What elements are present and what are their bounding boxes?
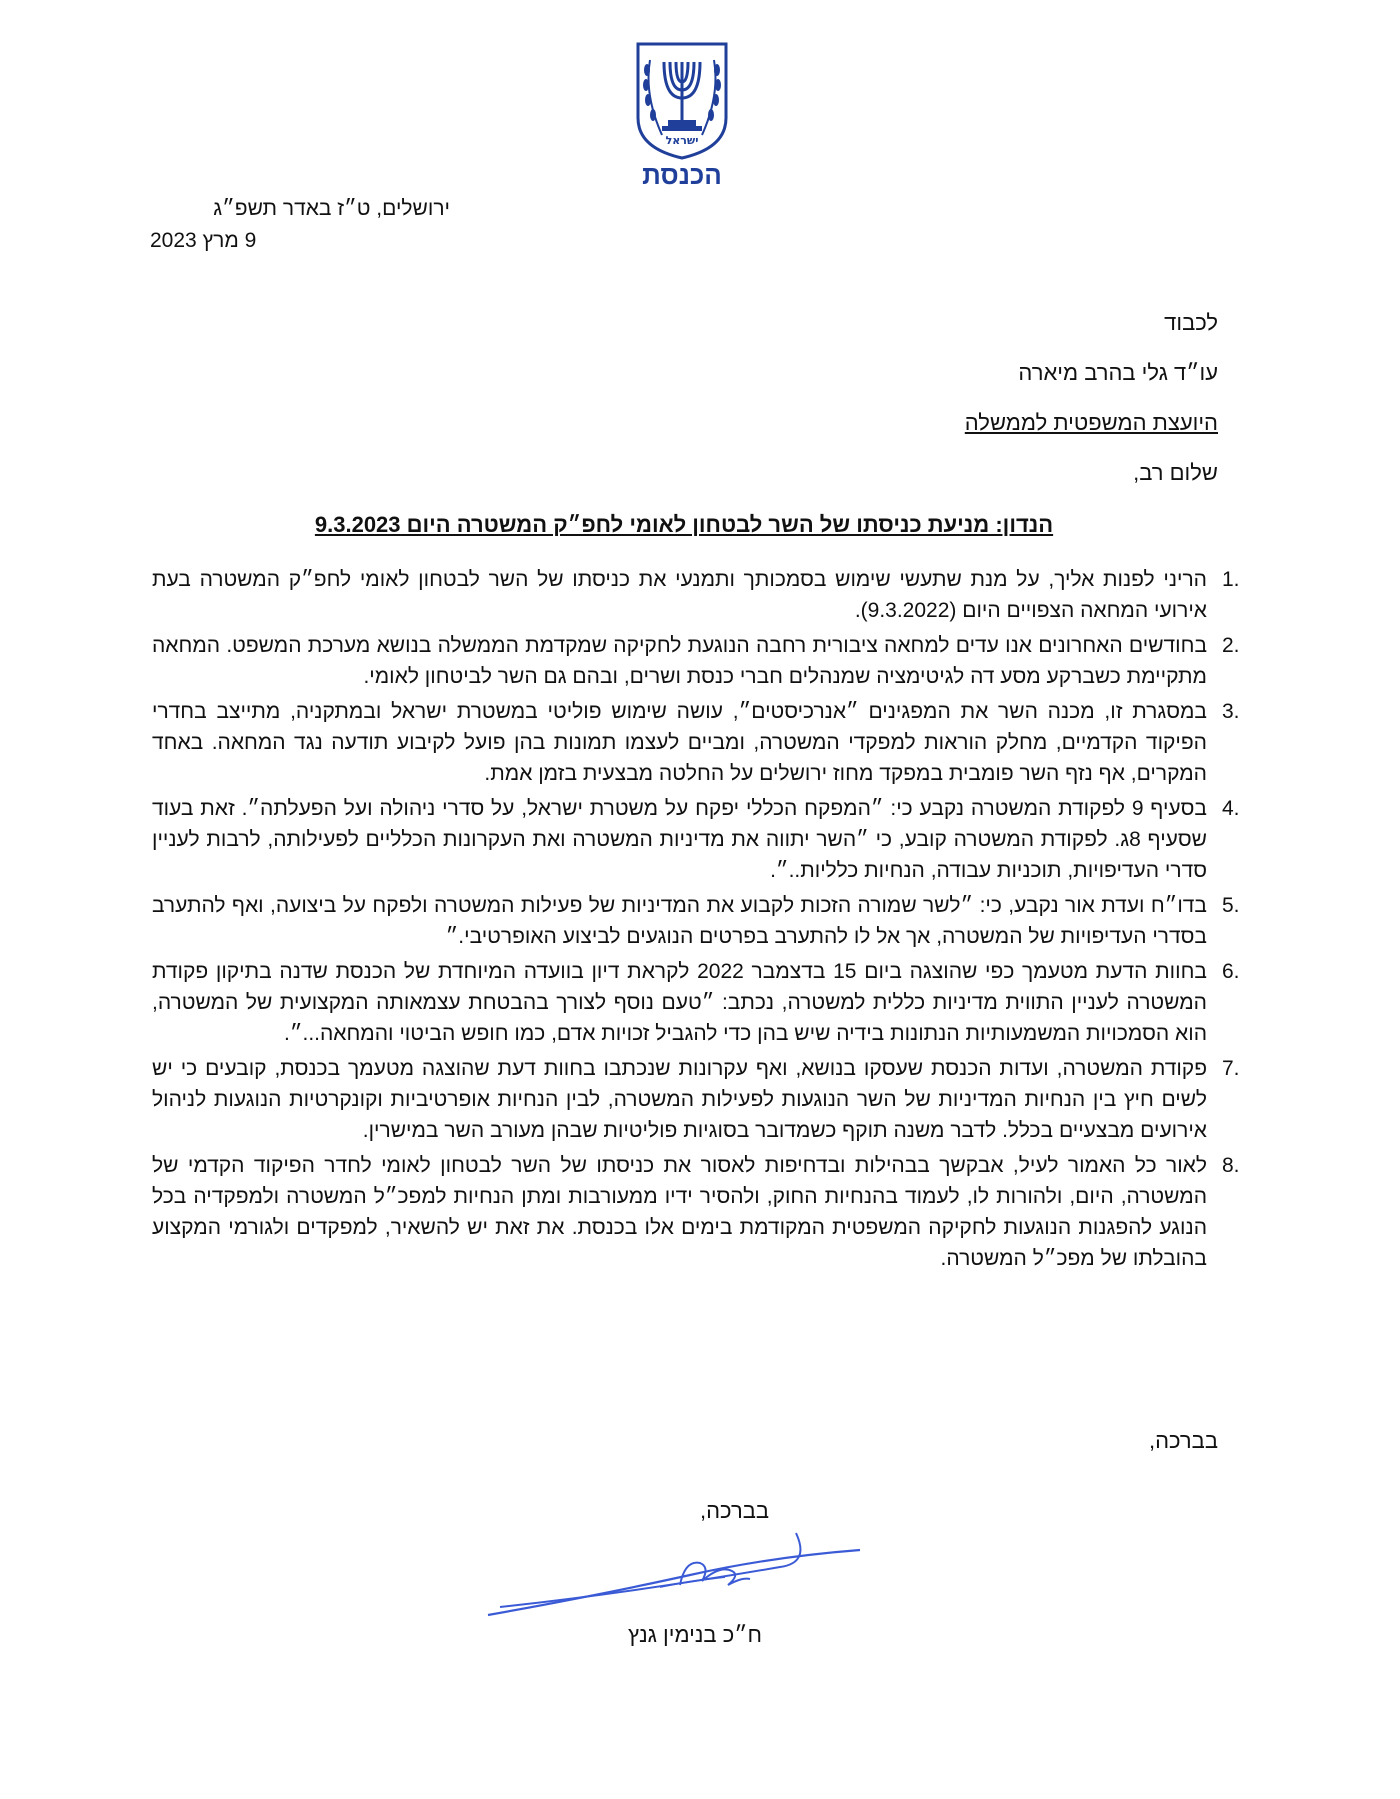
emblem-label: ישראל [665,134,699,147]
list-item [152,1150,1252,1274]
item-number: 6. [1222,960,1240,983]
salutation-to: לכבוד [1164,310,1218,335]
item-text: בסעיף 9 לפקודת המשטרה נקבע כי: ״המפקח הכללי יפקח על משטרת ישראל, על סדרי ניהולה ועל הפעלתה״. זאת בעוד שסעיף 8ג. לפקודת המשטרה קובע, כי ״השר יתווה את מדיניות המשטרה ואת העקרונות הכלליים לפעילותה, לרבות לעניין סדרי העדיפויות, תוכניות עבודה, הנחיות כלליות..״. [152,797,1207,882]
greeting: שלום רב, [1133,460,1218,485]
item-number: 1. [1222,568,1240,591]
hebrew-date: ירושלים, ט״ז באדר תשפ״ג [213,197,450,220]
menorah-emblem-icon [632,40,732,162]
item-text: הריני לפנות אליך, על מנת שתעשי שימוש בסמכותך ותמנעי את כניסתו של השר לבטחון לאומי לחפ״ק המשטרה בעת אירועי המחאה הצפויים היום (9.3.2022). [152,568,1207,622]
signer-name: ח״כ בנימין גנץ [627,1622,762,1647]
item-text: בחוות הדעת מטעמך כפי שהוצגה ביום 15 בדצמבר 2022 לקראת דיון בוועדה המיוחדת של הכנסת שדנה בתיקון פקודת המשטרה לעניין התווית מדיניות כללית למשטרה, נכתב: ״טעם נוסף לצורך בהבטחת עצמאותה המקצועית של המשטרה, הוא הסמכויות המשמעותיות הנתונות בידיה שיש בהן כדי להגביל זכויות אדם, כמו חופש הביטוי והמחאה...״. [152,960,1207,1045]
gregorian-date: 9 מרץ 2023 [150,229,257,252]
item-number: 5. [1222,894,1240,917]
item-number: 8. [1222,1154,1240,1177]
addressee-name: עו״ד גלי בהרב מיארה [1018,360,1218,385]
institution-name: הכנסת [642,160,722,190]
item-text: במסגרת זו, מכנה השר את המפגינים ״אנרכיסטים״, עושה שימוש פוליטי במשטרת ישראל ובמתקניה, מתייצב בחדרי הפיקוד הקדמיים, מחלק הוראות למפקדי המשטרה, ומביים לעצמו תמונות בהן פועל לקיבוע תודעה נגד המחאה. באחד המקרים, אף נזף השר פומבית במפקד מחוז ירושלים על החלטה מבצעית בזמן אמת. [152,700,1207,785]
list-item [152,793,1252,886]
list-item [152,630,1252,692]
item-text: בחודשים האחרונים אנו עדים למחאה ציבורית רחבה הנוגעת לחקיקה שמקדמת הממשלה בנושא מערכת המשפט. המחאה מתקיימת כשברקע מסע דה לגיטימציה שמנהלים חברי כנסת ושרים, ובהם גם השר לביטחון לאומי. [152,634,1207,688]
list-item [152,564,1252,626]
item-text: לאור כל האמור לעיל, אבקשך בבהילות ובדחיפות לאסור את כניסתו של השר לבטחון לאומי לחדר הפיקוד הקדמי של המשטרה, היום, ולהורות לו, לעמוד בהנחיות החוק, ולהסיר ידיו ממעורבות ומתן הנחיות למפכ״ל המשטרה ולמפקדיה בכל הנוגע להפגנות הנוגעות לחקיקה המשפטית המקודמת בימים אלו בכנסת. את זאת יש להשאיר, למפקדים ולגורמי המקצוע בהובלתו של מפכ״ל המשטרה. [152,1154,1207,1270]
addressee-title: היועצת המשפטית לממשלה [964,410,1218,435]
date-block [150,193,450,257]
item-number: 7. [1222,1057,1240,1080]
item-number: 3. [1222,700,1240,723]
numbered-paragraphs [152,564,1252,1278]
handwritten-signature [480,1515,870,1635]
subject-line: הנדון: מניעת כניסתו של השר לבטחון לאומי לחפ״ק המשטרה היום 9.3.2023 [314,512,1054,537]
item-text: פקודת המשטרה, ועדות הכנסת שעסקו בנושא, ואף עקרונות שנכתבו בחוות דעת שהוצגה מטעמך בכנסת, קובעים כי יש לשים חיץ בין הנחיות המדיניות של השר הנוגעות לפעילות המשטרה, לבין הנחיות אופרטיביות וקונקרטיות הנוגעות לניהול אירועים מבצעיים בכלל. לדבר משנה תוקף כשמדובר בסוגיות פוליטיות שבהן מעורב השר במישרין. [152,1057,1207,1142]
item-text: בדו״ח ועדת אור נקבע, כי: ״לשר שמורה הזכות לקבוע את המדיניות של פעילות המשטרה ולפקח על ביצועה, ואף להתערב בסדרי העדיפויות של המשטרה, אך אל לו להתערב בפרטים הנוגעים לביצוע האופרטיבי.״ [152,894,1207,948]
item-number: 2. [1222,634,1240,657]
item-number: 4. [1222,797,1240,820]
signature-regards: בברכה, [700,1498,770,1523]
closing-regards: בברכה, [1148,1428,1218,1453]
list-item [152,890,1252,952]
addressee-block [618,306,1218,506]
list-item [152,1053,1252,1146]
list-item [152,696,1252,789]
list-item [152,956,1252,1049]
